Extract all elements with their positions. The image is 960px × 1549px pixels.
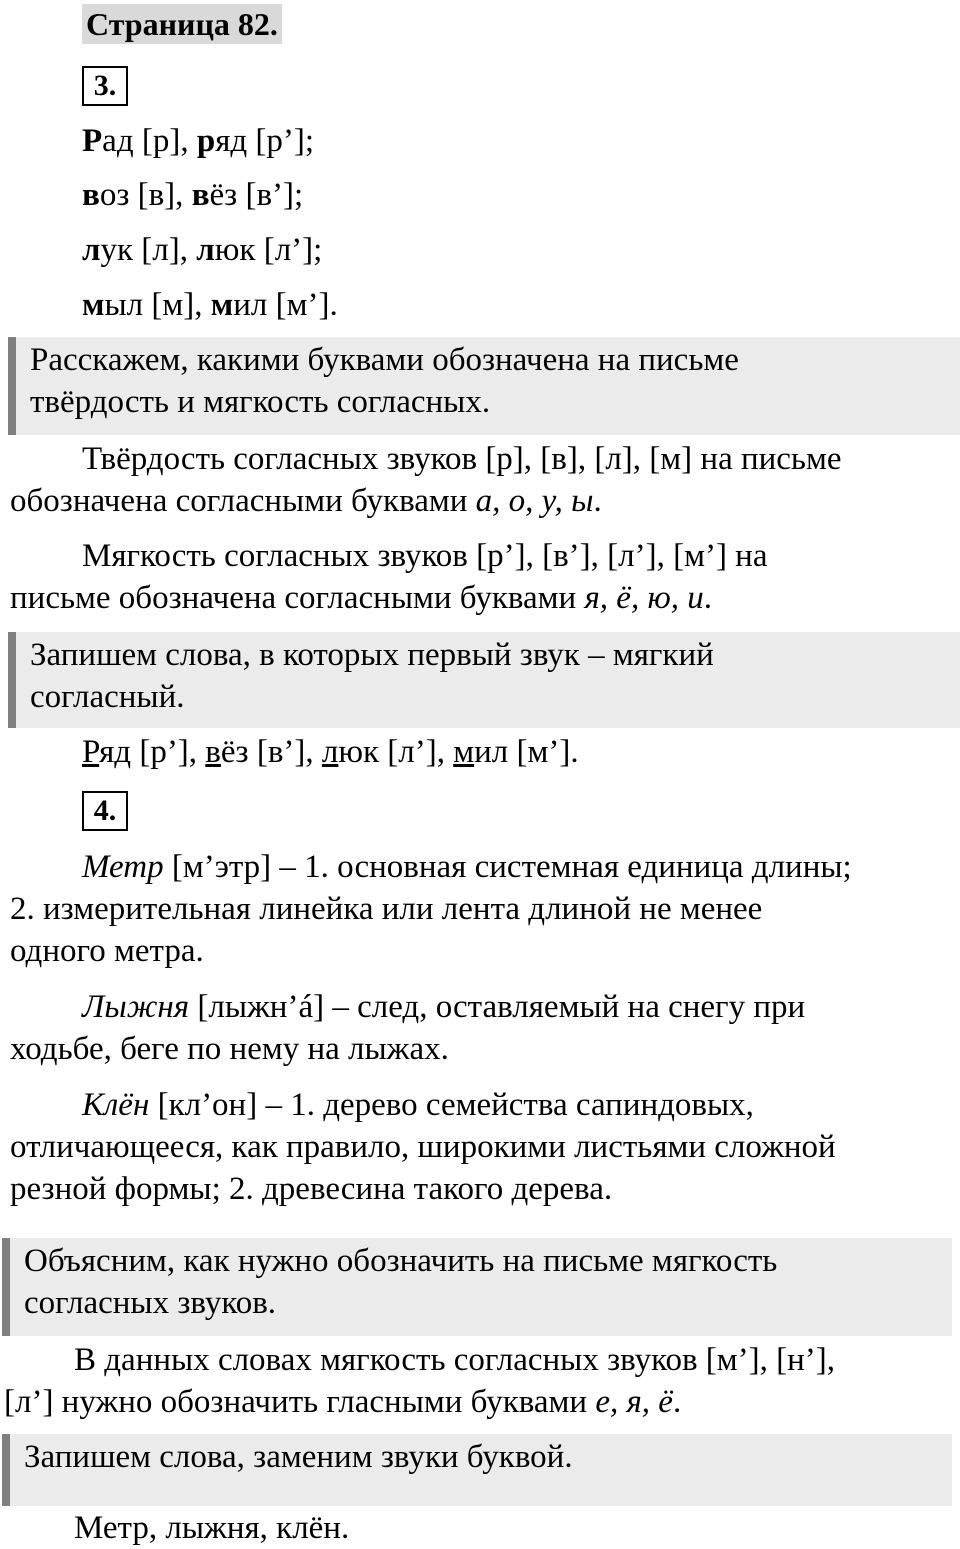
definition-lyzhnya: Лыжня [лыжн’á] – след, оставляемый на снегу при ходьбе, беге по нему на лыжах. — [10, 989, 806, 1067]
instruction-line: твёрдость и мягкость согласных. — [30, 384, 491, 420]
answer-line: Ряд [р’], вёз [в’], люк [л’], мил [м’]. — [82, 734, 579, 770]
instruction-box — [2, 1434, 952, 1506]
exercise-number-3: 3. — [82, 66, 128, 106]
definition-metr: Метр [м’этр] – 1. основная системная единица длины; 2. измерительная линейка или лента длиной не менее одного метра. — [10, 849, 852, 969]
instruction-line: Объясним, как нужно обозначить на письме мягкость — [24, 1243, 778, 1279]
instruction-line: согласный. — [30, 679, 185, 715]
word-pair-line: мыл [м], мил [м’]. — [82, 287, 338, 323]
exercise-number-4: 4. — [82, 791, 128, 831]
explanation-paragraph: В данных словах мягкость согласных звуков [м’], [н’], [л’] нужно обозначить гласными буквами е, я, ё. — [4, 1342, 835, 1420]
instruction-line: согласных звуков. — [24, 1285, 277, 1321]
word-pair-line: лук [л], люк [л’]; — [82, 232, 323, 268]
instruction-box — [8, 632, 960, 728]
definition-klyon: Клён [кл’он] – 1. дерево семейства сапиндовых, отличающееся, как правило, широкими листьями сложной резной формы; 2. древесина такого дерева. — [10, 1087, 836, 1207]
word-pair-line: Рад [р], ряд [р’]; — [82, 123, 315, 159]
instruction-line: Расскажем, какими буквами обозначена на письме — [30, 342, 739, 378]
word-pair-line: воз [в], вёз [в’]; — [82, 177, 304, 213]
instruction-box — [8, 337, 960, 435]
instruction-line: Запишем слова, в которых первый звук – мягкий — [30, 637, 714, 673]
instruction-line: Запишем слова, заменим звуки буквой. — [24, 1439, 573, 1475]
softness-paragraph: Мягкость согласных звуков [р’], [в’], [л’], [м’] на письме обозначена согласными буквами я, ё, ю, и. — [10, 538, 768, 616]
hardness-paragraph: Твёрдость согласных звуков [р], [в], [л], [м] на письме обозначена согласными буквами а, о, у, ы. — [10, 441, 842, 519]
final-answer: Метр, лыжня, клён. — [74, 1510, 350, 1546]
instruction-box — [2, 1238, 952, 1336]
page-title: Страница 82. — [82, 4, 282, 44]
